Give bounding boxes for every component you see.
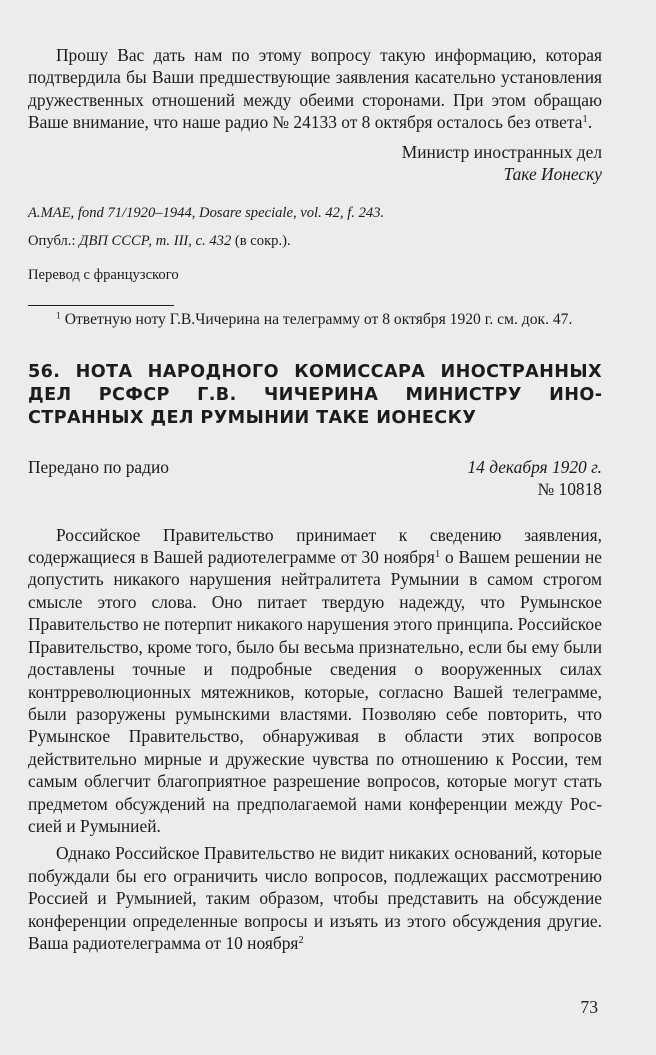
page-number: 73: [580, 997, 598, 1017]
document-number: № 10818: [537, 479, 602, 500]
publication-source: ДВП СССР, т. III, с. 432: [79, 233, 232, 250]
main-paragraph-1: [28, 524, 602, 838]
footnote-reference-1b[interactable]: 1: [434, 548, 441, 561]
footnote-reference-1[interactable]: 1: [582, 113, 588, 126]
transmission-method: Передано по радио: [28, 456, 169, 477]
transmission-line: [28, 456, 602, 478]
publication-note: (в сокр.).: [234, 233, 291, 250]
paragraph-2-text: Однако Российское Правительство не видит никаких оснований, которые побуждали бы его ограничить число вопросов, подлежащих рассмотрению Россией и Румынией, таким образом, чтобы представить на обсуждение конференции определенные вопросы и изъять из этого обсуждения другие. Ваша радиотелеграмма от 10 ноября: [28, 843, 602, 953]
main-paragraph-2: [28, 842, 602, 954]
footnote-reference-2[interactable]: 2: [298, 934, 304, 947]
footnote-divider: [28, 305, 174, 306]
publication-reference: [28, 231, 602, 251]
footnote-text: Ответную ноту Г.В.Чичерина на телеграмму от 8 октября 1920 г. см. док. 47.: [64, 311, 573, 329]
archive-reference: A.MAE, fond 71/1920–1944, Dosare speciale, vol. 42, f. 243.: [28, 205, 385, 222]
intro-text: Прошу Вас дать нам по этому вопросу такую информацию, которая подтвердила бы Ваши предшествующие заявления касательно установления дружественных отношений между обеими сторонами. При этом обращаю Ваше внимание, что наше радио № 24133 от 8 октября осталось без ответа: [28, 45, 602, 133]
document-title: 56. НОТА НАРОДНОГО КОМИССАРА ИНОСТРАННЫХ ДЕЛ РСФСР Г.В. ЧИЧЕРИНА МИНИСТРУ ИНОСТРАННЫХ ДЕЛ РУМЫНИИ ТАКЕ ИОНЕСКУ: [28, 361, 602, 429]
intro-end: .: [587, 112, 593, 133]
signatory-position: Министр иностранных дел: [401, 141, 602, 162]
translation-note: Перевод с французского: [28, 267, 179, 284]
paragraph-1-part-b: о Вашем решении не допустить никакого нарушения нейтралитета Румынии в самом строгом смысле этого слова. Оно питает твердую надежду, что Румынское Правительство не потерпит никакого нарушения этого принципа. Российское Правительство, кроме того, было бы весьма признательно, если бы ему были доставлены точные и подробные сведения о вооруженных силах контрреволюционных мятежников, которые, согласно Вашей телеграмме, были разоружены румынскими властями. Позволяю себе повторить, что Румынское Правительство, обнаруживая в области этих вопросов действительно мирные и дружеские чувства по отношению к России, тем самым облегчит благоприятное разрешение вопросов, которые могут стать предметом обсуждений на предполагаемой нами конференции между Россией и Румынией.: [28, 547, 602, 836]
paragraph-1-part-a: Российское Правительство принимает к сведению заявления, содержащиеся в Вашей радиотелеграмме от 30 ноября: [28, 524, 602, 568]
intro-paragraph: [28, 44, 602, 134]
signatory-name: Таке Ионеску: [503, 164, 602, 185]
publication-label: Опубл.:: [28, 233, 76, 250]
footnote-mark: 1: [56, 311, 61, 323]
signature-block: [28, 141, 602, 186]
document-date: 14 декабря 1920 г.: [467, 456, 602, 477]
footnote: [28, 310, 602, 330]
document-page: [28, 44, 602, 954]
